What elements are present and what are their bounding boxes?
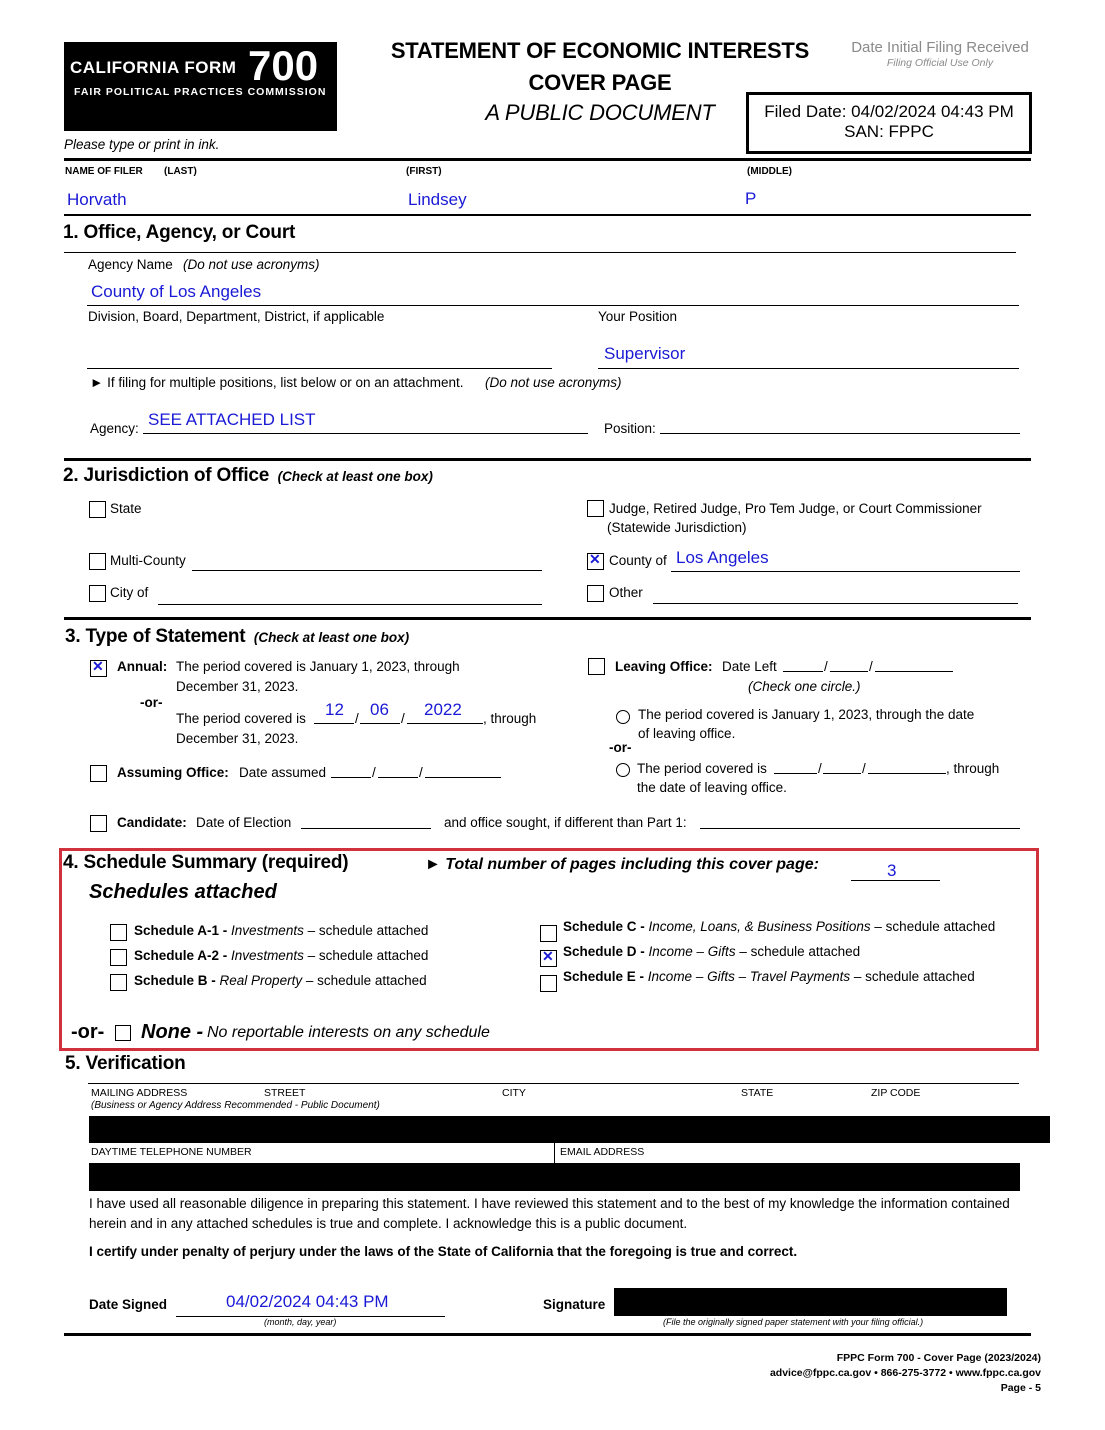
election-date-field[interactable]	[301, 828, 431, 829]
divider	[554, 1143, 555, 1163]
slash: /	[355, 711, 359, 726]
street-label: STREET	[264, 1087, 306, 1099]
signature-note: (File the originally signed paper statement with your filing official.)	[663, 1317, 924, 1327]
leaving-option1-radio[interactable]	[616, 710, 630, 724]
section2-heading	[63, 465, 433, 487]
or-label: -or-	[140, 695, 163, 710]
slash: /	[372, 765, 376, 780]
phone-label: DAYTIME TELEPHONE NUMBER	[91, 1146, 252, 1158]
rule	[88, 1083, 1019, 1084]
schedule-a1-checkbox[interactable]	[110, 924, 127, 941]
schedule-e-checkbox[interactable]	[540, 975, 557, 992]
date-signed-label: Date Signed	[89, 1297, 168, 1312]
san: SAN: FPPC	[844, 122, 934, 141]
county-field[interactable]: Los Angeles	[676, 548, 769, 567]
section5-heading: 5. Verification	[65, 1053, 186, 1074]
schedule-e-name: Schedule E -	[563, 969, 645, 984]
office-sought-field[interactable]	[700, 828, 1020, 829]
divider	[64, 1333, 1031, 1336]
date-left-label: Date Left	[722, 659, 777, 674]
slash: /	[862, 761, 866, 776]
last-name-field[interactable]: Horvath	[67, 190, 127, 209]
schedule-c-name: Schedule C -	[563, 919, 645, 934]
slash: /	[818, 761, 822, 776]
position-label: Position:	[604, 421, 656, 436]
schedule-c-checkbox[interactable]	[540, 925, 557, 942]
schedule-b-checkbox[interactable]	[110, 974, 127, 991]
agency-name-field[interactable]: County of Los Angeles	[91, 282, 262, 301]
schedule-e-label	[563, 969, 975, 984]
annual-checkbox[interactable]	[90, 660, 107, 677]
slash: /	[419, 765, 423, 780]
date-format-note: (month, day, year)	[264, 1317, 337, 1327]
divider	[64, 617, 1031, 620]
city-label: CITY	[502, 1087, 526, 1099]
assumed-day-field[interactable]	[378, 777, 418, 778]
schedule-c-tail: – schedule attached	[874, 919, 996, 934]
leaving-option2-radio[interactable]	[616, 763, 630, 777]
leaving-option2-through: , through	[946, 761, 1000, 776]
period-text-2: December 31, 2023.	[176, 731, 299, 746]
leaving-option2-text: The period covered is	[637, 761, 767, 776]
schedule-a2-tail: – schedule attached	[307, 948, 429, 963]
schedule-a2-label	[134, 948, 428, 963]
left-year-field[interactable]	[875, 671, 953, 672]
last-label: (LAST)	[164, 166, 197, 177]
schedule-c-label	[563, 919, 995, 934]
state-label: State	[110, 501, 142, 516]
date-received-label: Date Initial Filing Received	[851, 39, 1029, 56]
other-label: Other	[609, 585, 643, 600]
schedule-d-label	[563, 944, 860, 959]
agency-label: Agency:	[90, 421, 139, 436]
section3-heading	[65, 626, 409, 648]
rule	[851, 880, 940, 881]
email-label: EMAIL ADDRESS	[560, 1146, 645, 1158]
section4-heading: 4. Schedule Summary (required)	[63, 852, 349, 873]
annual-text: The period covered is January 1, 2023, through	[176, 659, 460, 674]
check-one-note: (Check one circle.)	[748, 679, 861, 694]
assuming-checkbox[interactable]	[90, 765, 107, 782]
zip-label: ZIP CODE	[871, 1087, 921, 1099]
leaving2-year-field[interactable]	[868, 773, 946, 774]
agency-field[interactable]: SEE ATTACHED LIST	[148, 410, 316, 429]
schedule-d-name: Schedule D -	[563, 944, 645, 959]
other-field[interactable]	[653, 603, 1018, 604]
total-pages-field[interactable]: 3	[887, 861, 897, 880]
form-title: CALIFORNIA FORM	[70, 58, 237, 77]
schedule-a1-desc: Investments	[231, 923, 304, 938]
footer-page: Page - 5	[1000, 1382, 1041, 1394]
diligence-text: I have used all reasonable diligence in preparing this statement. I have reviewed this statement and to the best of my knowledge the information contained	[89, 1196, 1010, 1211]
schedule-a1-label	[134, 923, 428, 938]
division-label: Division, Board, Department, District, if applicable	[88, 309, 385, 324]
leaving-option2-text-2: the date of leaving office.	[637, 780, 787, 795]
rule	[407, 723, 483, 724]
multiple-positions-label: ► If filing for multiple positions, list below or on an attachment.	[90, 375, 464, 390]
candidate-checkbox[interactable]	[90, 815, 107, 832]
mailing-address-label: MAILING ADDRESS	[91, 1087, 188, 1099]
none-or-label: -or-	[71, 1021, 105, 1043]
agency-name-label: Agency Name	[88, 257, 173, 272]
name-of-filer-label: NAME OF FILER	[65, 166, 143, 177]
rule	[598, 368, 1019, 369]
footer-contact: advice@fppc.ca.gov • 866-275-3772 • www.fppc.ca.gov	[769, 1367, 1041, 1379]
filed-date: Filed Date: 04/02/2024 04:43 PM	[764, 102, 1014, 121]
schedule-d-desc: Income – Gifts	[648, 944, 736, 959]
schedule-d-tail: – schedule attached	[739, 944, 861, 959]
candidate-label: Candidate:	[117, 815, 187, 830]
section3-title: 3. Type of Statement	[65, 626, 246, 647]
middle-label: (MIDDLE)	[747, 166, 792, 177]
schedule-a1-name: Schedule A-1 -	[134, 923, 228, 938]
none-checkbox[interactable]	[115, 1025, 131, 1041]
first-label: (FIRST)	[406, 166, 442, 177]
multi-county-field[interactable]	[192, 570, 542, 571]
schedule-a2-checkbox[interactable]	[110, 949, 127, 966]
leaving2-month-field[interactable]	[774, 773, 817, 774]
your-position-label: Your Position	[598, 309, 678, 324]
leaving-option1-text: The period covered is January 1, 2023, through the date	[638, 707, 975, 722]
schedule-b-tail: – schedule attached	[305, 973, 427, 988]
assumed-year-field[interactable]	[425, 777, 501, 778]
schedules-attached-label: Schedules attached	[89, 881, 277, 903]
diligence-text-2: herein and in any attached schedules is true and complete. I acknowledge this is a public document.	[89, 1216, 688, 1231]
slash: /	[824, 659, 828, 674]
mailing-address-note: (Business or Agency Address Recommended - Public Document)	[91, 1100, 380, 1111]
schedule-b-desc: Real Property	[219, 973, 303, 988]
judge-checkbox[interactable]	[587, 500, 604, 517]
through-label: , through	[483, 711, 537, 726]
schedule-b-name: Schedule B -	[134, 973, 216, 988]
annual-label: Annual:	[117, 659, 168, 674]
signature-label: Signature	[543, 1297, 606, 1312]
rule	[671, 571, 1020, 572]
divider	[64, 458, 1031, 461]
section3-note: (Check at least one box)	[253, 630, 410, 645]
slash: /	[401, 711, 405, 726]
rule	[360, 723, 400, 724]
county-of-label: County of	[609, 553, 667, 568]
section1-heading: 1. Office, Agency, or Court	[63, 222, 296, 243]
certify-text: I certify under penalty of perjury under the laws of the State of California that the foregoing is true and correct.	[89, 1244, 798, 1259]
filed-date-box	[746, 92, 1032, 154]
rule	[143, 433, 588, 434]
first-name-field[interactable]: Lindsey	[408, 190, 467, 209]
period-month-field[interactable]: 12	[325, 700, 344, 719]
assumed-month-field[interactable]	[331, 777, 371, 778]
left-month-field[interactable]	[783, 671, 823, 672]
schedule-b-label	[134, 973, 427, 988]
position2-field[interactable]	[660, 433, 1020, 434]
schedule-a2-desc: Investments	[231, 948, 304, 963]
title-line1: STATEMENT OF ECONOMIC INTERESTS	[390, 38, 810, 63]
office-sought-label: and office sought, if different than Part 1:	[444, 815, 687, 830]
section2-title: 2. Jurisdiction of Office	[63, 465, 270, 486]
multiple-positions-note: (Do not use acronyms)	[485, 375, 622, 390]
divider	[64, 158, 1031, 161]
leaving-option1-text-2: of leaving office.	[638, 726, 736, 741]
section2-note: (Check at least one box)	[277, 469, 433, 484]
title-line3: A PUBLIC DOCUMENT	[485, 100, 715, 125]
rule	[87, 305, 1019, 306]
city-field[interactable]	[158, 604, 542, 605]
rule	[314, 723, 354, 724]
commission-name: FAIR POLITICAL PRACTICES COMMISSION	[74, 86, 327, 98]
instructions: Please type or print in ink.	[64, 137, 220, 152]
schedule-a1-tail: – schedule attached	[307, 923, 429, 938]
multi-county-label: Multi-County	[110, 553, 186, 568]
date-signed-field[interactable]: 04/02/2024 04:43 PM	[226, 1292, 389, 1311]
form-number: 700	[248, 42, 319, 89]
judge-label-2: (Statewide Jurisdiction)	[607, 520, 747, 535]
position-field[interactable]: Supervisor	[604, 344, 686, 363]
phone-email-redacted	[89, 1163, 1020, 1191]
multi-county-checkbox[interactable]	[89, 553, 106, 570]
footer-form-id: FPPC Form 700 - Cover Page (2023/2024)	[836, 1352, 1041, 1364]
period-label: The period covered is	[176, 711, 306, 726]
judge-label: Judge, Retired Judge, Pro Tem Judge, or Court Commissioner	[609, 501, 982, 516]
total-pages-label: ► Total number of pages including this cover page:	[425, 856, 819, 873]
mailing-address-redacted	[89, 1116, 1050, 1143]
signature-redacted	[614, 1288, 1007, 1316]
city-of-label: City of	[110, 585, 149, 600]
county-checkbox[interactable]	[587, 553, 604, 570]
leaving2-day-field[interactable]	[823, 773, 861, 774]
assuming-label: Assuming Office:	[117, 765, 229, 780]
city-checkbox[interactable]	[89, 585, 106, 602]
date-of-election-label: Date of Election	[196, 815, 292, 830]
annual-text-2: December 31, 2023.	[176, 679, 299, 694]
middle-name-field[interactable]: P	[745, 189, 757, 208]
state-checkbox[interactable]	[89, 501, 106, 518]
left-day-field[interactable]	[830, 671, 868, 672]
form-badge	[64, 42, 337, 131]
official-use-label: Filing Official Use Only	[886, 57, 994, 69]
none-label: None -	[141, 1021, 204, 1043]
none-description: No reportable interests on any schedule	[207, 1024, 490, 1041]
other-checkbox[interactable]	[587, 585, 604, 602]
period-year-field[interactable]: 2022	[424, 700, 462, 719]
title-line2: COVER PAGE	[528, 70, 672, 95]
rule	[64, 252, 1016, 253]
divider	[64, 214, 1031, 216]
agency-name-note: (Do not use acronyms)	[183, 257, 320, 272]
period-day-field[interactable]: 06	[370, 700, 389, 719]
leaving-or-label: -or-	[609, 740, 632, 755]
leaving-label: Leaving Office:	[615, 659, 713, 674]
schedule-c-desc: Income, Loans, & Business Positions	[648, 919, 871, 934]
division-field[interactable]	[87, 368, 552, 369]
schedule-e-desc: Income – Gifts – Travel Payments	[647, 969, 851, 984]
schedule-d-checkbox[interactable]	[540, 950, 557, 967]
schedule-a2-name: Schedule A-2 -	[134, 948, 228, 963]
slash: /	[869, 659, 873, 674]
schedule-e-tail: – schedule attached	[853, 969, 975, 984]
leaving-checkbox[interactable]	[588, 658, 605, 675]
state-label: STATE	[741, 1087, 774, 1099]
date-assumed-label: Date assumed	[239, 765, 327, 780]
